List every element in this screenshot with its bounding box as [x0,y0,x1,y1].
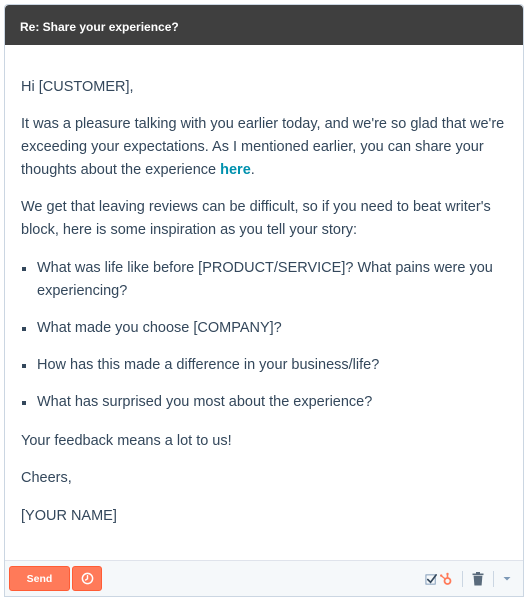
trash-icon [472,572,484,586]
email-signoff: Cheers, [21,470,72,486]
email-closing: Your feedback means a lot to us! [21,433,232,449]
hubspot-sprocket-icon [439,572,453,586]
list-item-text: What made you choose [COMPANY]? [37,320,282,336]
send-button[interactable]: Send [9,566,70,591]
composer-footer [5,560,523,596]
bullet-icon [22,401,26,405]
bullet-icon [22,327,26,331]
window-title: Re: Share your experience? [20,19,179,34]
inspiration-list [21,257,517,428]
clock-icon [81,572,94,585]
list-item-text: What has surprised you most about the experience? [37,394,373,410]
bullet-icon [22,364,26,368]
list-item [21,391,517,414]
list-item-text: What was life like before [PRODUCT/SERVICE]? What pains were you experiencing? [37,260,493,299]
email-greeting: Hi [CUSTOMER], [21,79,134,95]
email-paragraph-1 [21,113,517,182]
caret-down-icon [503,576,511,582]
list-item-text: How has this made a difference in your business/life? [37,357,380,373]
email-signature: [YOUR NAME] [21,508,117,524]
checkmark-icon [425,573,438,586]
review-link[interactable]: here [220,162,251,178]
email-body[interactable] [5,45,523,560]
para1-text: It was a pleasure talking with you earlier today, and we're so glad that we're exceeding your expectations. As I mentioned earlier, you can share your thoughts about the experience [21,116,505,178]
list-item [21,257,517,303]
para1-end: . [250,162,255,178]
list-item [21,317,517,340]
bullet-icon [22,267,26,271]
list-item [21,354,517,377]
toolbar-divider [462,571,463,587]
footer-toolbar [425,570,511,588]
window-titlebar [5,5,523,45]
toolbar-divider [493,571,494,587]
email-paragraph-2: We get that leaving reviews can be difficult, so if you need to beat writer's block, here is some inspiration as you tell your story: [21,199,491,238]
tracking-toggle[interactable] [425,570,453,588]
delete-button[interactable] [472,570,484,588]
more-options-dropdown[interactable] [503,570,511,588]
schedule-send-button[interactable] [72,566,102,591]
email-composer-window [4,4,524,597]
